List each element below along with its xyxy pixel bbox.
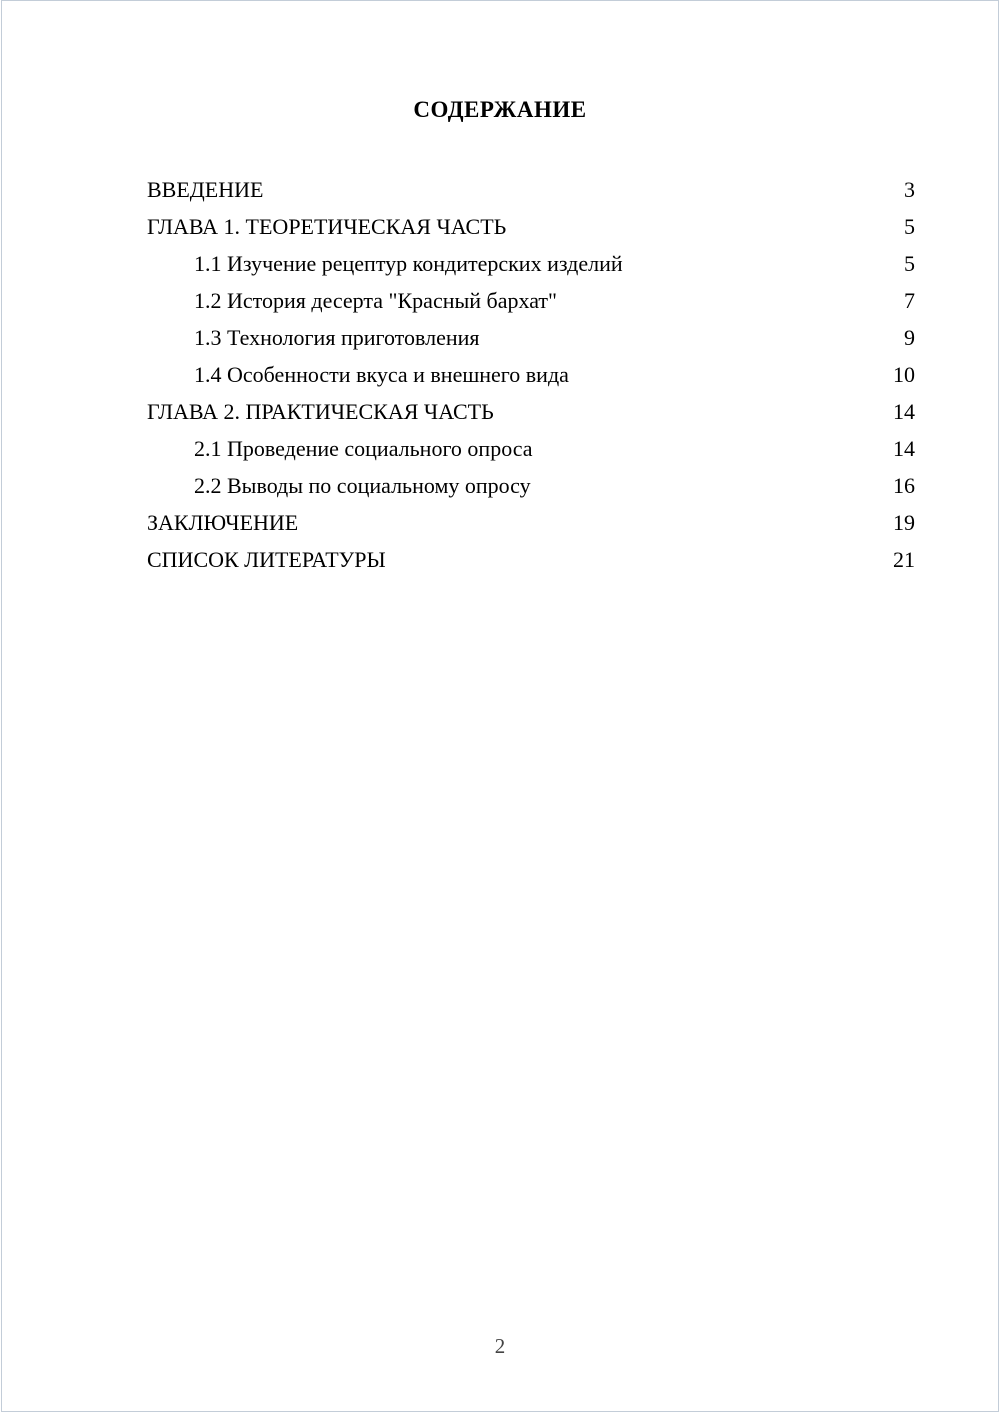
toc-entry-page-number: 5 [904,214,915,239]
toc-entry [147,393,915,430]
toc-entry-page-number: 21 [893,547,915,572]
toc-entry-page-number: 16 [893,473,915,498]
footer-page-number: 2 [494,1334,506,1358]
toc-entry-label: ГЛАВА 2. ПРАКТИЧЕСКАЯ ЧАСТЬ [147,399,494,424]
toc-entry [147,171,915,208]
toc-entry [147,430,915,467]
toc-entry-page-number: 19 [893,510,915,535]
toc-entry-page-number: 14 [893,399,915,424]
toc-entry [147,541,915,578]
toc-entry [147,208,915,245]
document-page [1,0,999,1412]
toc-entry-page-number: 9 [904,325,915,350]
toc-entry-label: ВВЕДЕНИЕ [147,177,264,202]
toc-entry [147,356,915,393]
toc-entry-page-number: 10 [893,362,915,387]
toc-entry [147,245,915,282]
toc-entry-page-number: 14 [893,436,915,461]
toc-entry-label: ЗАКЛЮЧЕНИЕ [147,510,299,535]
toc-entry-label: СПИСОК ЛИТЕРАТУРЫ [147,547,386,572]
page-title: СОДЕРЖАНИЕ [413,97,587,122]
toc-entry-label: 1.1 Изучение рецептур кондитерских изделий [194,251,623,276]
toc-entry [147,504,915,541]
toc-entry-page-number: 3 [904,177,915,202]
toc-entry-label: 2.2 Выводы по социальному опросу [194,473,531,498]
toc-entry-label: 2.1 Проведение социального опроса [194,436,533,461]
toc-entry-label: 1.3 Технология приготовления [194,325,480,350]
toc-entry-label: 1.4 Особенности вкуса и внешнего вида [194,362,569,387]
toc-entry-page-number: 7 [904,288,915,313]
toc-entry [147,467,915,504]
table-of-contents [147,171,915,578]
toc-entry [147,319,915,356]
toc-entry [147,282,915,319]
toc-entry-label: ГЛАВА 1. ТЕОРЕТИЧЕСКАЯ ЧАСТЬ [147,214,507,239]
toc-entry-label: 1.2 История десерта "Красный бархат" [194,288,557,313]
toc-entry-page-number: 5 [904,251,915,276]
